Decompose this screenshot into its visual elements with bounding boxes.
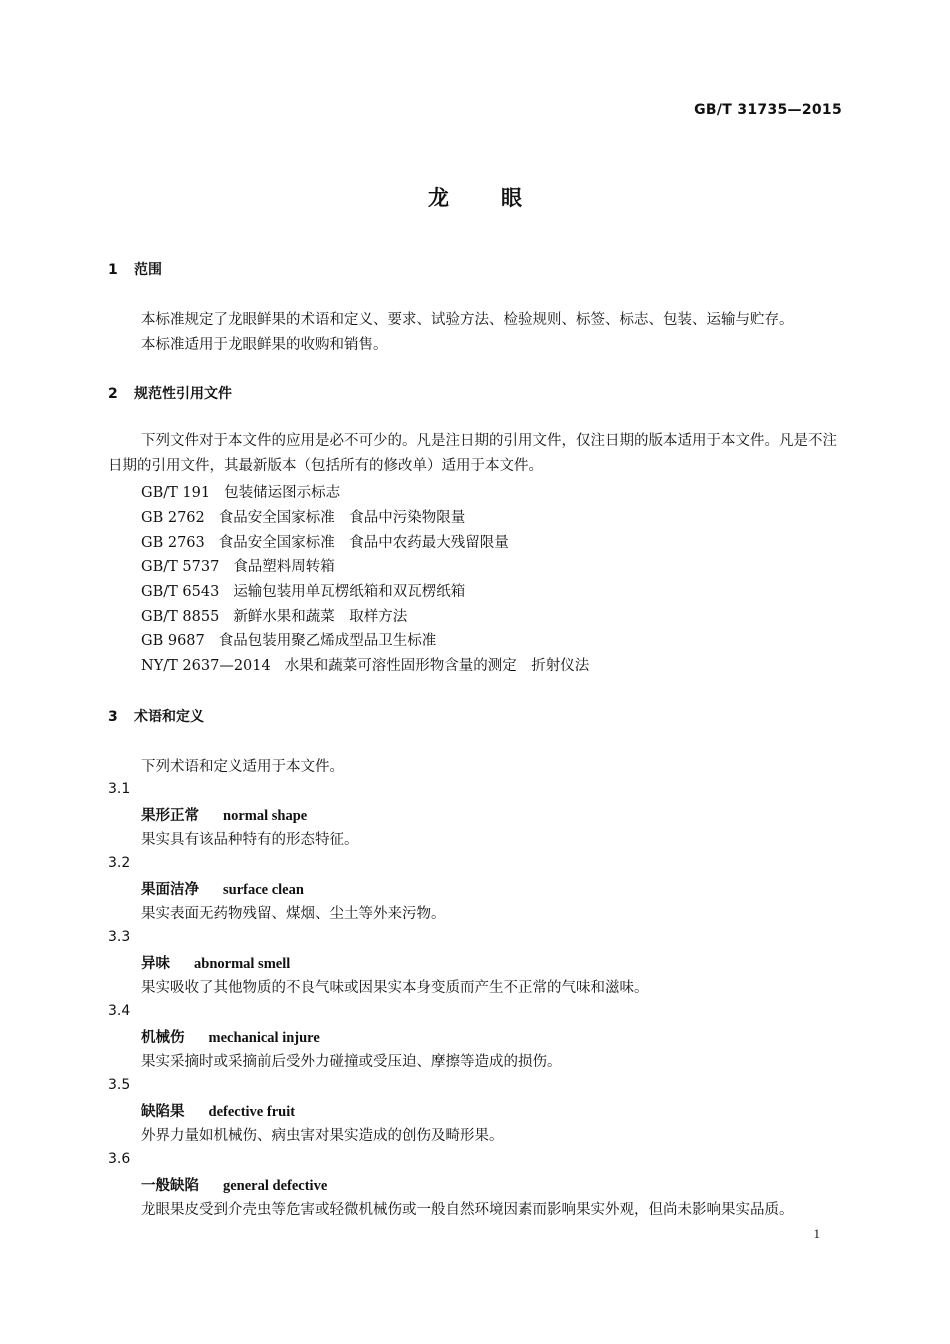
term-english: general defective [223, 1178, 328, 1194]
section-1-line-1: 本标准规定了龙眼鲜果的术语和定义、要求、试验方法、检验规则、标签、标志、包装、运输与贮存。 [141, 312, 794, 328]
term-definition: 龙眼果皮受到介壳虫等危害或轻微机械伤或一般自然环境因素而影响果实外观，但尚未影响果实品质。 [141, 1202, 794, 1218]
section-2-heading [108, 383, 232, 403]
term-heading [141, 1026, 320, 1047]
reference-title: 包装储运图示标志 [224, 485, 341, 501]
term-chinese: 缺陷果 [141, 1104, 185, 1120]
term-chinese: 异味 [141, 956, 170, 972]
reference-title: 食品安全国家标准 食品中农药最大残留限量 [218, 535, 509, 551]
reference-code: GB 2762 [141, 510, 205, 526]
section-number: 3 [108, 709, 118, 725]
section-3-intro: 下列术语和定义适用于本文件。 [141, 759, 344, 775]
reference-code: GB/T 5737 [141, 559, 220, 575]
term-definition: 果实吸收了其他物质的不良气味或因果实本身变质而产生不正常的气味和滋味。 [141, 980, 649, 996]
section-title: 范围 [134, 262, 162, 278]
term-number: 3.1 [108, 781, 131, 797]
term-number: 3.3 [108, 929, 131, 945]
term-heading [141, 878, 304, 899]
term-definition: 果实采摘时或采摘前后受外力碰撞或受压迫、摩擦等造成的损伤。 [141, 1054, 562, 1070]
term-chinese: 一般缺陷 [141, 1178, 199, 1194]
term-definition: 果实表面无药物残留、煤烟、尘土等外来污物。 [141, 906, 446, 922]
reference-title: 水果和蔬菜可溶性固形物含量的测定 折射仪法 [284, 658, 590, 674]
section-number: 2 [108, 386, 118, 402]
title-char-2: 眼 [501, 186, 522, 210]
reference-title: 食品安全国家标准 食品中污染物限量 [218, 510, 466, 526]
reference-code: GB/T 191 [141, 485, 211, 501]
reference-item [141, 531, 509, 552]
reference-code: GB/T 6543 [141, 584, 220, 600]
section-1-heading [108, 259, 162, 279]
section-title: 规范性引用文件 [134, 386, 232, 402]
title-char-1: 龙 [428, 186, 449, 210]
section-2-intro: 下列文件对于本文件的应用是必不可少的。凡是注日期的引用文件，仅注日期的版本适用于本文件。凡是不注日期的引用文件，其最新版本（包括所有的修改单）适用于本文件。 [108, 433, 837, 474]
standard-number: GB/T 31735—2015 [694, 102, 842, 118]
document-title [0, 182, 950, 212]
term-english: defective fruit [208, 1104, 296, 1120]
section-3-heading [108, 706, 204, 726]
term-english: abnormal smell [194, 956, 291, 972]
term-heading [141, 1174, 327, 1195]
reference-title: 新鲜水果和蔬菜 取样方法 [233, 609, 408, 625]
term-heading [141, 804, 307, 825]
reference-title: 运输包装用单瓦楞纸箱和双瓦楞纸箱 [233, 584, 466, 600]
reference-code: GB/T 8855 [141, 609, 220, 625]
term-heading [141, 1100, 295, 1121]
term-chinese: 果面洁净 [141, 882, 199, 898]
reference-title: 食品塑料周转箱 [233, 559, 335, 575]
reference-item [141, 481, 340, 502]
term-english: mechanical injure [208, 1030, 320, 1046]
reference-code: GB 9687 [141, 633, 205, 649]
term-number: 3.4 [108, 1003, 131, 1019]
term-definition: 外界力量如机械伤、病虫害对果实造成的创伤及畸形果。 [141, 1128, 504, 1144]
term-chinese: 果形正常 [141, 808, 199, 824]
term-number: 3.5 [108, 1077, 131, 1093]
section-1-line-2: 本标准适用于龙眼鲜果的收购和销售。 [141, 337, 388, 353]
term-chinese: 机械伤 [141, 1030, 185, 1046]
term-definition: 果实具有该品种特有的形态特征。 [141, 832, 359, 848]
term-english: normal shape [223, 808, 308, 824]
term-english: surface clean [223, 882, 304, 898]
section-title: 术语和定义 [134, 709, 204, 725]
term-heading [141, 952, 290, 973]
section-number: 1 [108, 262, 118, 278]
reference-code: GB 2763 [141, 535, 205, 551]
term-number: 3.2 [108, 855, 131, 871]
reference-title: 食品包装用聚乙烯成型品卫生标准 [218, 633, 437, 649]
term-number: 3.6 [108, 1151, 131, 1167]
reference-item [141, 629, 436, 650]
reference-item [141, 555, 335, 576]
reference-item [141, 654, 589, 675]
reference-item [141, 580, 465, 601]
reference-code: NY/T 2637—2014 [141, 658, 271, 674]
reference-item [141, 605, 407, 626]
page-number: 1 [813, 1226, 820, 1241]
reference-item [141, 506, 465, 527]
